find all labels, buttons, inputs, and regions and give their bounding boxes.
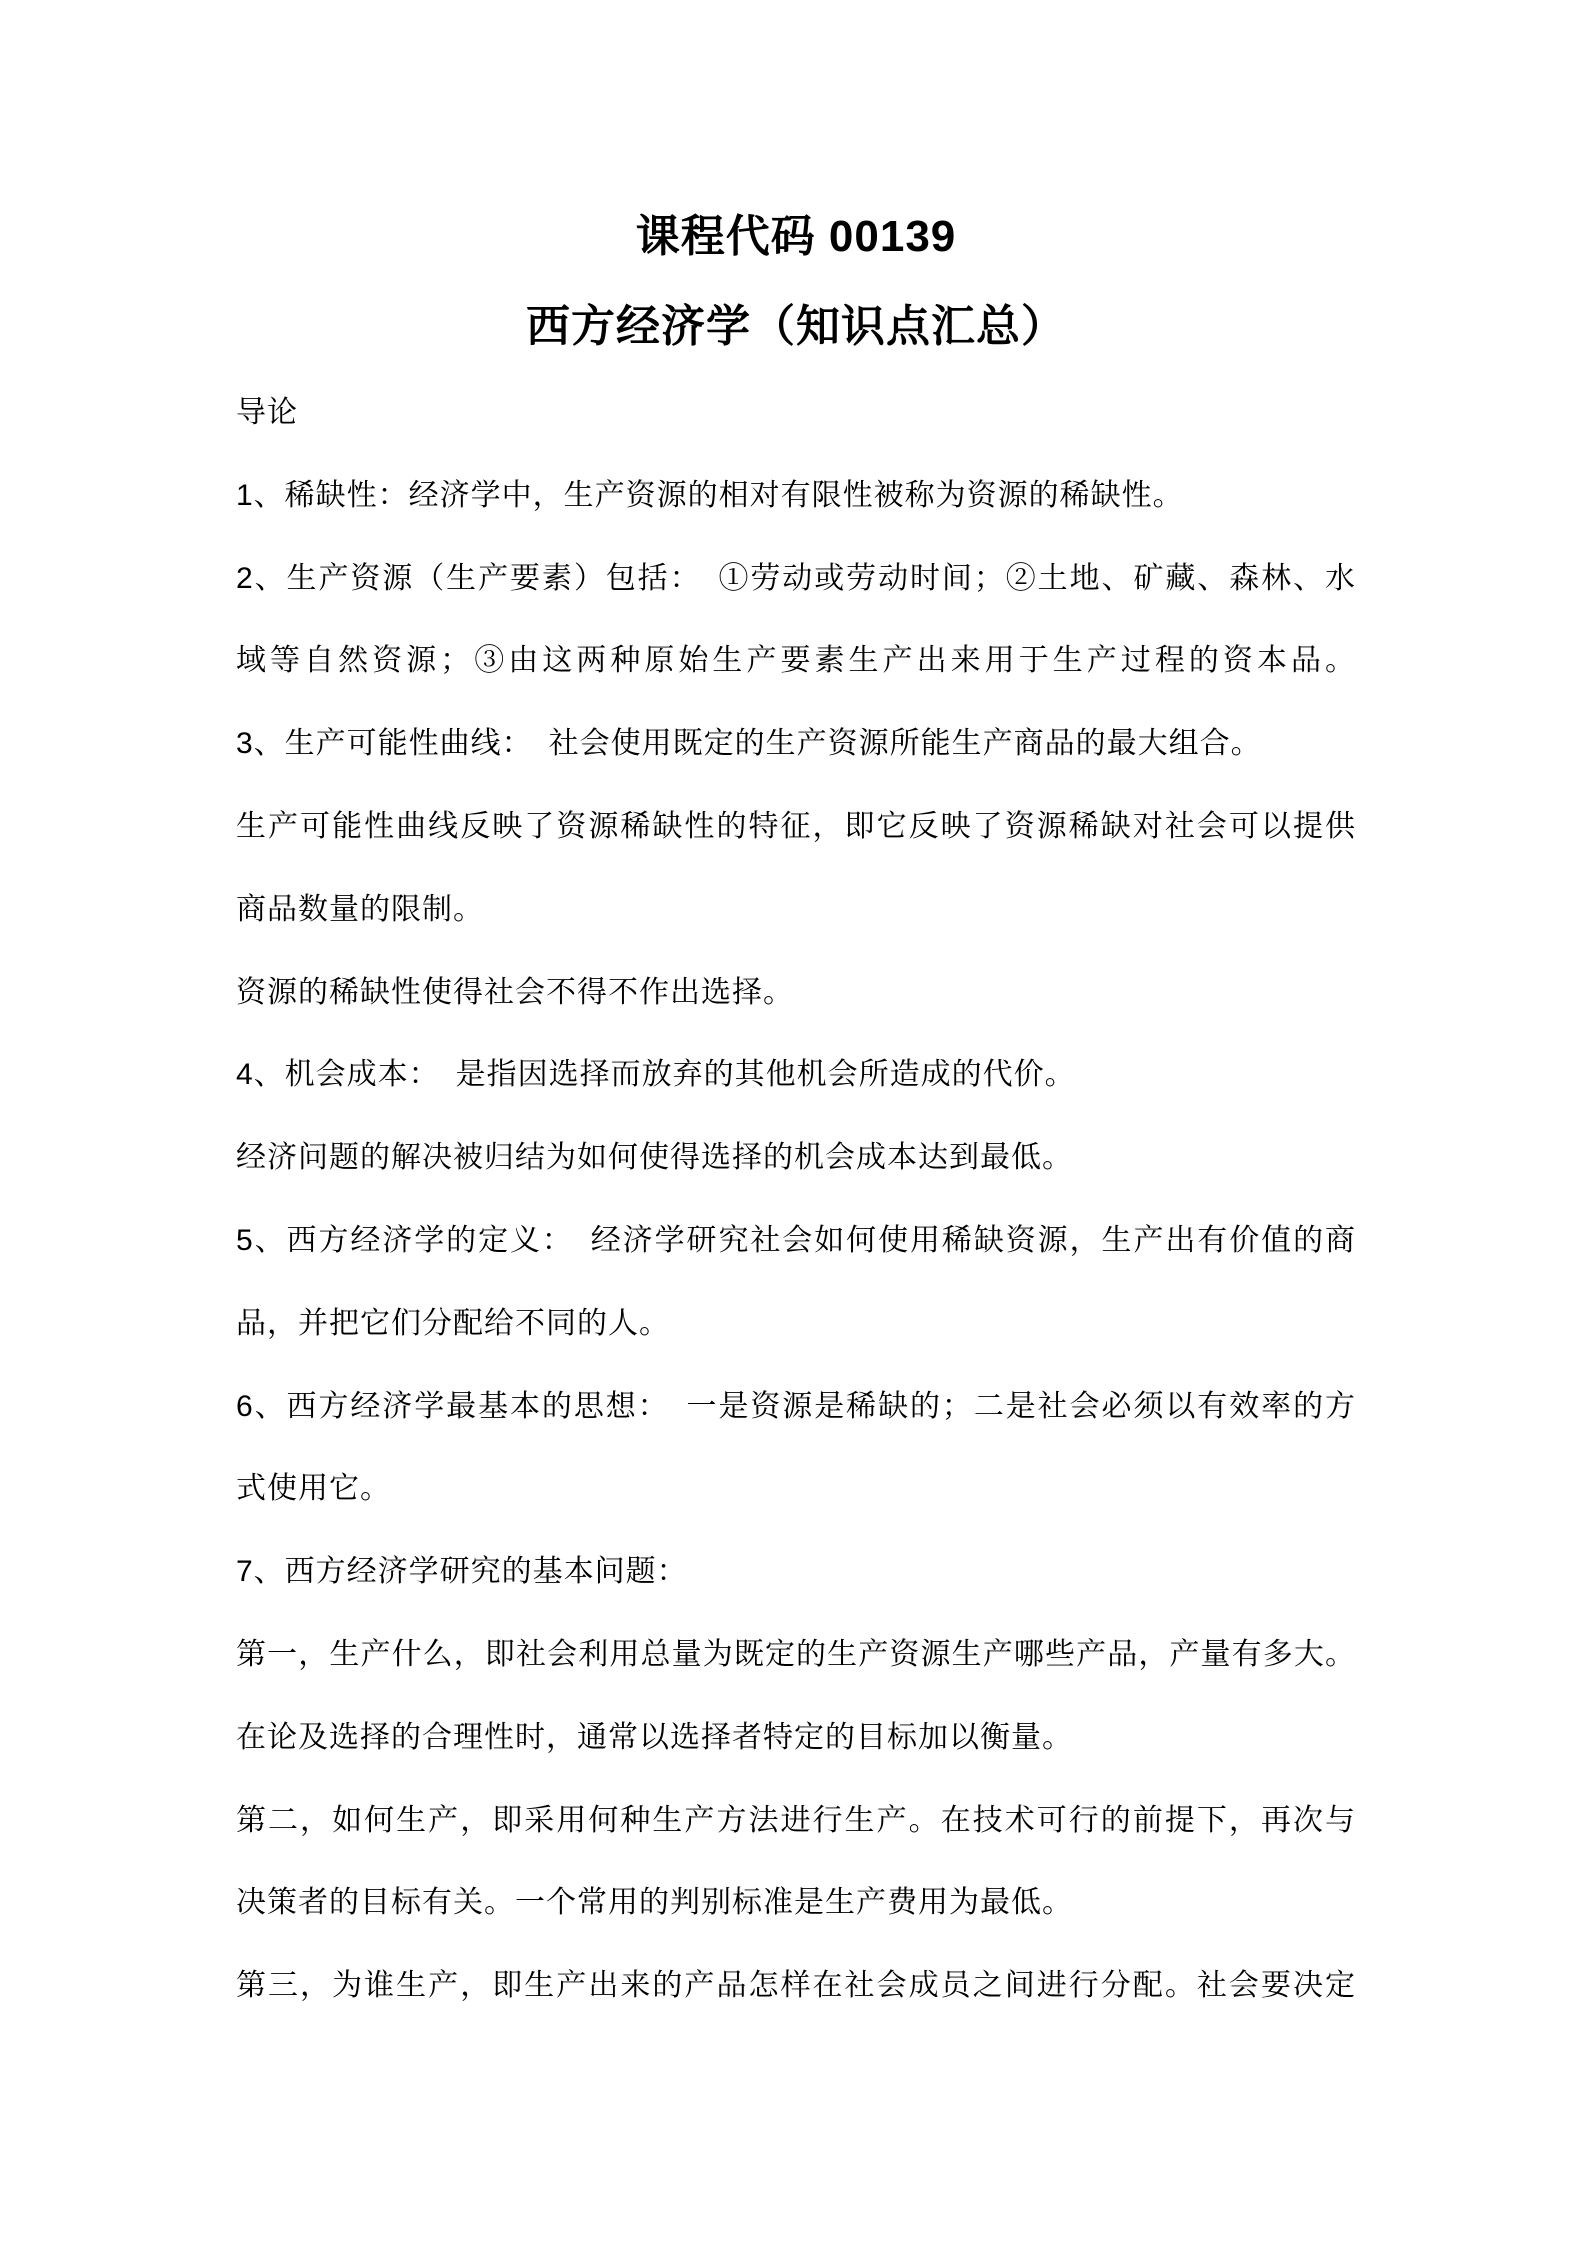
doc-line: 品，并把它们分配给不同的人。 [236,1306,670,1340]
doc-line: 7、西方经济学研究的基本问题： [236,1555,688,1589]
doc-line: 商品数量的限制。 [236,892,484,926]
doc-line: 第三，为谁生产，即生产出来的产品怎样在社会成员之间进行分配。社会要决定 [236,1969,1356,2003]
doc-line: 生产可能性曲线反映了资源稀缺性的特征，即它反映了资源稀缺对社会可以提供 [236,809,1356,843]
doc-title-subject: 西方经济学（知识点汇总） [526,302,1066,351]
doc-line: 第二，如何生产，即采用何种生产方法进行生产。在技术可行的前提下，再次与 [236,1803,1356,1837]
doc-line: 3、生产可能性曲线： 社会使用既定的生产资源所能生产商品的最大组合。 [236,727,1262,761]
doc-line: 1、稀缺性：经济学中，生产资源的相对有限性被称为资源的稀缺性。 [236,478,1184,512]
doc-line: 6、西方经济学最基本的思想： 一是资源是稀缺的；二是社会必须以有效率的方 [236,1389,1356,1423]
doc-line-intro-heading: 导论 [236,396,298,429]
document-content [236,192,1356,2028]
doc-line: 决策者的目标有关。一个常用的判别标准是生产费用为最低。 [236,1886,1073,1920]
doc-title-course-code: 课程代码 00139 [635,212,957,261]
doc-line: 域等自然资源；③由这两种原始生产要素生产出来用于生产过程的资本品。 [236,644,1356,678]
doc-line: 5、西方经济学的定义： 经济学研究社会如何使用稀缺资源，生产出有价值的商 [236,1223,1356,1257]
doc-line: 4、机会成本： 是指因选择而放弃的其他机会所造成的代价。 [236,1058,1076,1092]
doc-line: 经济问题的解决被归结为如何使得选择的机会成本达到最低。 [236,1141,1073,1175]
doc-line: 式使用它。 [236,1472,391,1506]
doc-line: 资源的稀缺性使得社会不得不作出选择。 [236,975,794,1009]
doc-line: 在论及选择的合理性时，通常以选择者特定的目标加以衡量。 [236,1720,1073,1754]
doc-line: 2、生产资源（生产要素）包括： ①劳动或劳动时间；②土地、矿藏、森林、水 [236,561,1356,595]
doc-line: 第一，生产什么，即社会利用总量为既定的生产资源生产哪些产品，产量有多大。 [236,1637,1356,1671]
